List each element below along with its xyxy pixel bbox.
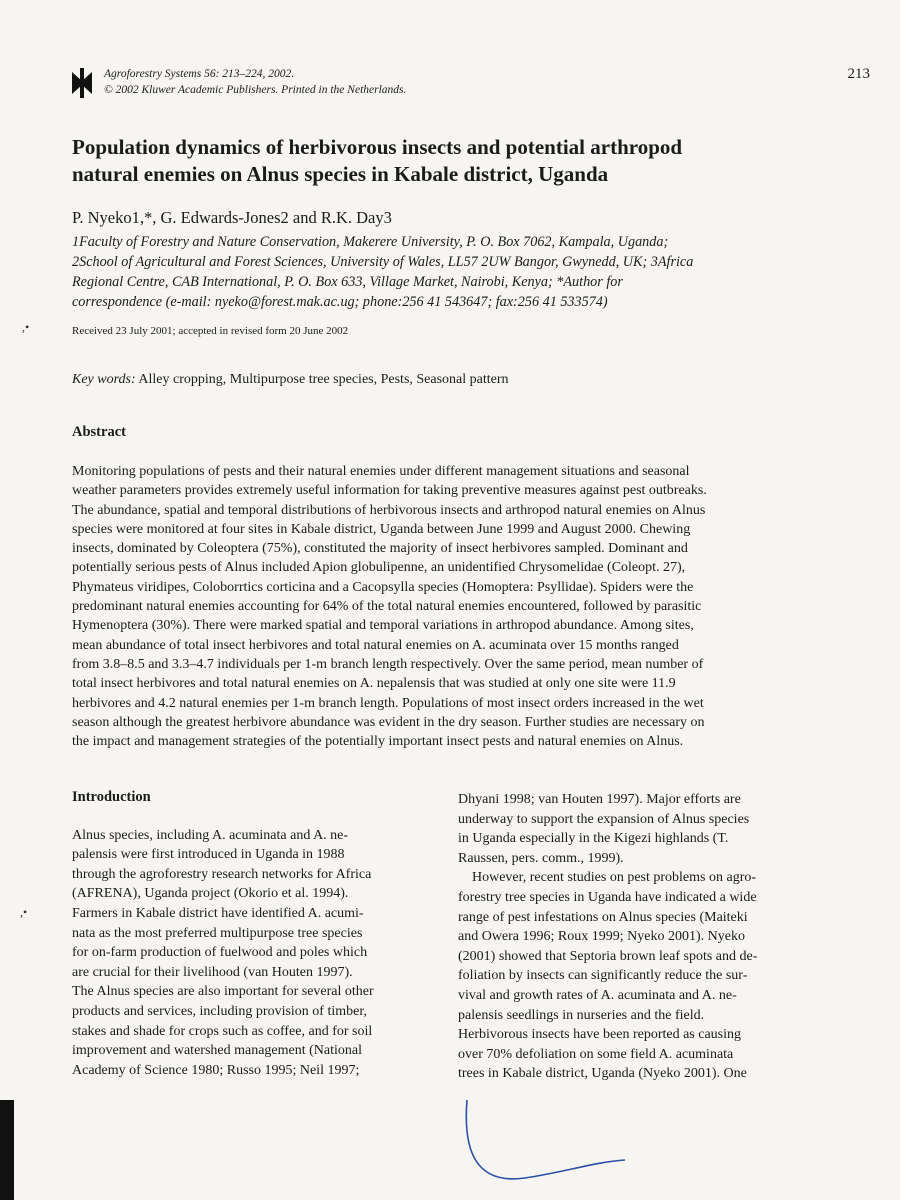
body-line: for on-farm production of fuelwood and poles which — [72, 945, 368, 961]
body-line: vival and growth rates of A. acuminata and A. ne- — [458, 987, 737, 1003]
journal-line-1: Agroforestry Systems 56: 213–224, 2002. — [104, 68, 295, 80]
body-line: foliation by insects can significantly reduce the sur- — [458, 968, 748, 984]
body-line: and Owera 1996; Roux 1999; Nyeko 2001). Nyeko — [458, 929, 745, 945]
introduction-right-column — [458, 790, 806, 1084]
body-line: Alnus species, including A. acuminata and A. ne- — [72, 827, 349, 843]
body-line: trees in Kabale district, Uganda (Nyeko 2001). One — [458, 1066, 747, 1082]
affiliation-line: correspondence (e-mail: nyeko@forest.mak.ac.ug; phone:256 41 543647; fax:256 41 533574) — [72, 294, 608, 310]
body-line: in Uganda especially in the Kigezi highlands (T. — [458, 831, 729, 847]
binder-edge — [0, 1100, 14, 1200]
paper-title — [72, 134, 832, 188]
abstract-line: mean abundance of total insect herbivores and total natural enemies on A. acuminata over 15 months ranged — [72, 637, 679, 653]
body-line: palensis were first introduced in Uganda in 1988 — [72, 847, 345, 863]
received-date: Received 23 July 2001; accepted in revised form 20 June 2002 — [72, 325, 349, 337]
body-line: stakes and shade for crops such as coffee, and for soil — [72, 1023, 373, 1039]
body-line: nata as the most preferred multipurpose tree species — [72, 925, 363, 941]
body-line: products and services, including provision of timber, — [72, 1003, 367, 1019]
body-line: Raussen, pers. comm., 1999). — [458, 850, 624, 866]
keywords-label: Key words: — [72, 372, 136, 387]
keywords-text: Alley cropping, Multipurpose tree species, Pests, Seasonal pattern — [135, 372, 509, 387]
abstract-line: insects, dominated by Coleoptera (75%), constituted the majority of insect herbivores sampled. Dominant and — [72, 541, 688, 557]
abstract-line: total insect herbivores and total natural enemies on A. nepalensis that was studied at only one site were 11.9 — [72, 676, 676, 692]
body-line: over 70% defoliation on some field A. acuminata — [458, 1046, 734, 1062]
body-line: Dhyani 1998; van Houten 1997). Major efforts are — [458, 792, 741, 807]
affiliation-line: Regional Centre, CAB International, P. O. Box 633, Village Market, Nairobi, Kenya; *Author for — [72, 274, 623, 290]
abstract-line: Hymenoptera (30%). There were marked spatial and temporal variations in arthropod abundance. Among sites, — [72, 618, 694, 634]
affiliation-line: 1Faculty of Forestry and Nature Conservation, Makerere University, P. O. Box 7062, Kampala, Uganda; — [72, 234, 669, 250]
kluwer-logo-icon — [70, 68, 94, 98]
journal-line-2: © 2002 Kluwer Academic Publishers. Printed in the Netherlands. — [104, 84, 407, 96]
abstract-line: The abundance, spatial and temporal distributions of herbivorous insects and arthropod natural enemies on Alnus — [72, 502, 706, 518]
body-line: (2001) showed that Septoria brown leaf spots and de- — [458, 948, 758, 964]
body-line: range of pest infestations on Alnus species (Maiteki — [458, 909, 748, 925]
abstract-line: Phymateus viridipes, Coloborrtics corticina and a Cacopsylla species (Homoptera: Psyllidae). Spiders were the — [72, 579, 694, 595]
abstract-line: Monitoring populations of pests and their natural enemies under different management situations and seasonal — [72, 464, 690, 479]
title-line-1: Population dynamics of herbivorous insects and potential arthropod — [72, 135, 683, 159]
pen-scribble — [455, 1090, 635, 1190]
body-line: through the agroforestry research networks for Africa — [72, 866, 372, 882]
author-list: P. Nyeko1,*, G. Edwards-Jones2 and R.K. Day3 — [72, 208, 392, 227]
abstract-line: the impact and management strategies of the potentially important insect pests and natural enemies on Alnus. — [72, 734, 684, 750]
abstract-line: from 3.8–8.5 and 3.3–4.7 individuals per 1-m branch length respectively. Over the same period, mean number of — [72, 656, 704, 672]
body-line: Academy of Science 1980; Russo 1995; Neil 1997; — [72, 1062, 360, 1078]
body-line: are crucial for their livelihood (van Houten 1997). — [72, 964, 353, 980]
body-line: improvement and watershed management (National — [72, 1043, 363, 1059]
body-line: Herbivorous insects have been reported as causing — [458, 1027, 742, 1043]
journal-citation — [104, 66, 406, 98]
body-line: Farmers in Kabale district have identified A. acumi- — [72, 905, 364, 921]
abstract-line: herbivores and 4.2 natural enemies per 1-m branch length. Populations of most insect orders increased in the wet — [72, 695, 704, 711]
body-line: However, recent studies on pest problems on agro- — [472, 870, 757, 886]
abstract-body — [72, 462, 832, 751]
abstract-line: potentially serious pests of Alnus included Apion globulipenne, an unidentified Chrysomelidae (Coleopt. 27), — [72, 560, 686, 576]
introduction-left-column — [72, 788, 420, 1080]
affiliations — [72, 232, 832, 312]
title-line-2: natural enemies on Alnus species in Kabale district, Uganda — [72, 162, 609, 186]
keywords — [72, 372, 509, 388]
margin-mark: ,• — [20, 905, 28, 919]
abstract-heading: Abstract — [72, 424, 126, 440]
abstract-line: species were monitored at four sites in Kabale district, Uganda between June 1999 and August 2000. Chewing — [72, 521, 691, 537]
abstract-line: weather parameters provides extremely useful information for taking preventive measures against pest outbreaks. — [72, 483, 707, 499]
body-line: The Alnus species are also important for several other — [72, 984, 374, 1000]
abstract-line: predominant natural enemies accounting for 64% of the total natural enemies encountered, followed by parasitic — [72, 599, 702, 615]
body-line: (AFRENA), Uganda project (Okorio et al. 1994). — [72, 886, 349, 902]
introduction-heading: Introduction — [72, 789, 151, 805]
margin-mark: ,• — [22, 320, 30, 334]
page-number: 213 — [847, 66, 870, 82]
body-line: underway to support the expansion of Alnus species — [458, 811, 750, 827]
body-line: forestry tree species in Uganda have indicated a wide — [458, 889, 757, 905]
affiliation-line: 2School of Agricultural and Forest Sciences, University of Wales, LL57 2UW Bangor, Gwynedd, UK; 3Africa — [72, 254, 694, 270]
abstract-line: season although the greatest herbivore abundance was evident in the dry season. Further studies are necessary on — [72, 714, 705, 730]
body-line: palensis seedlings in nurseries and the field. — [458, 1007, 705, 1023]
